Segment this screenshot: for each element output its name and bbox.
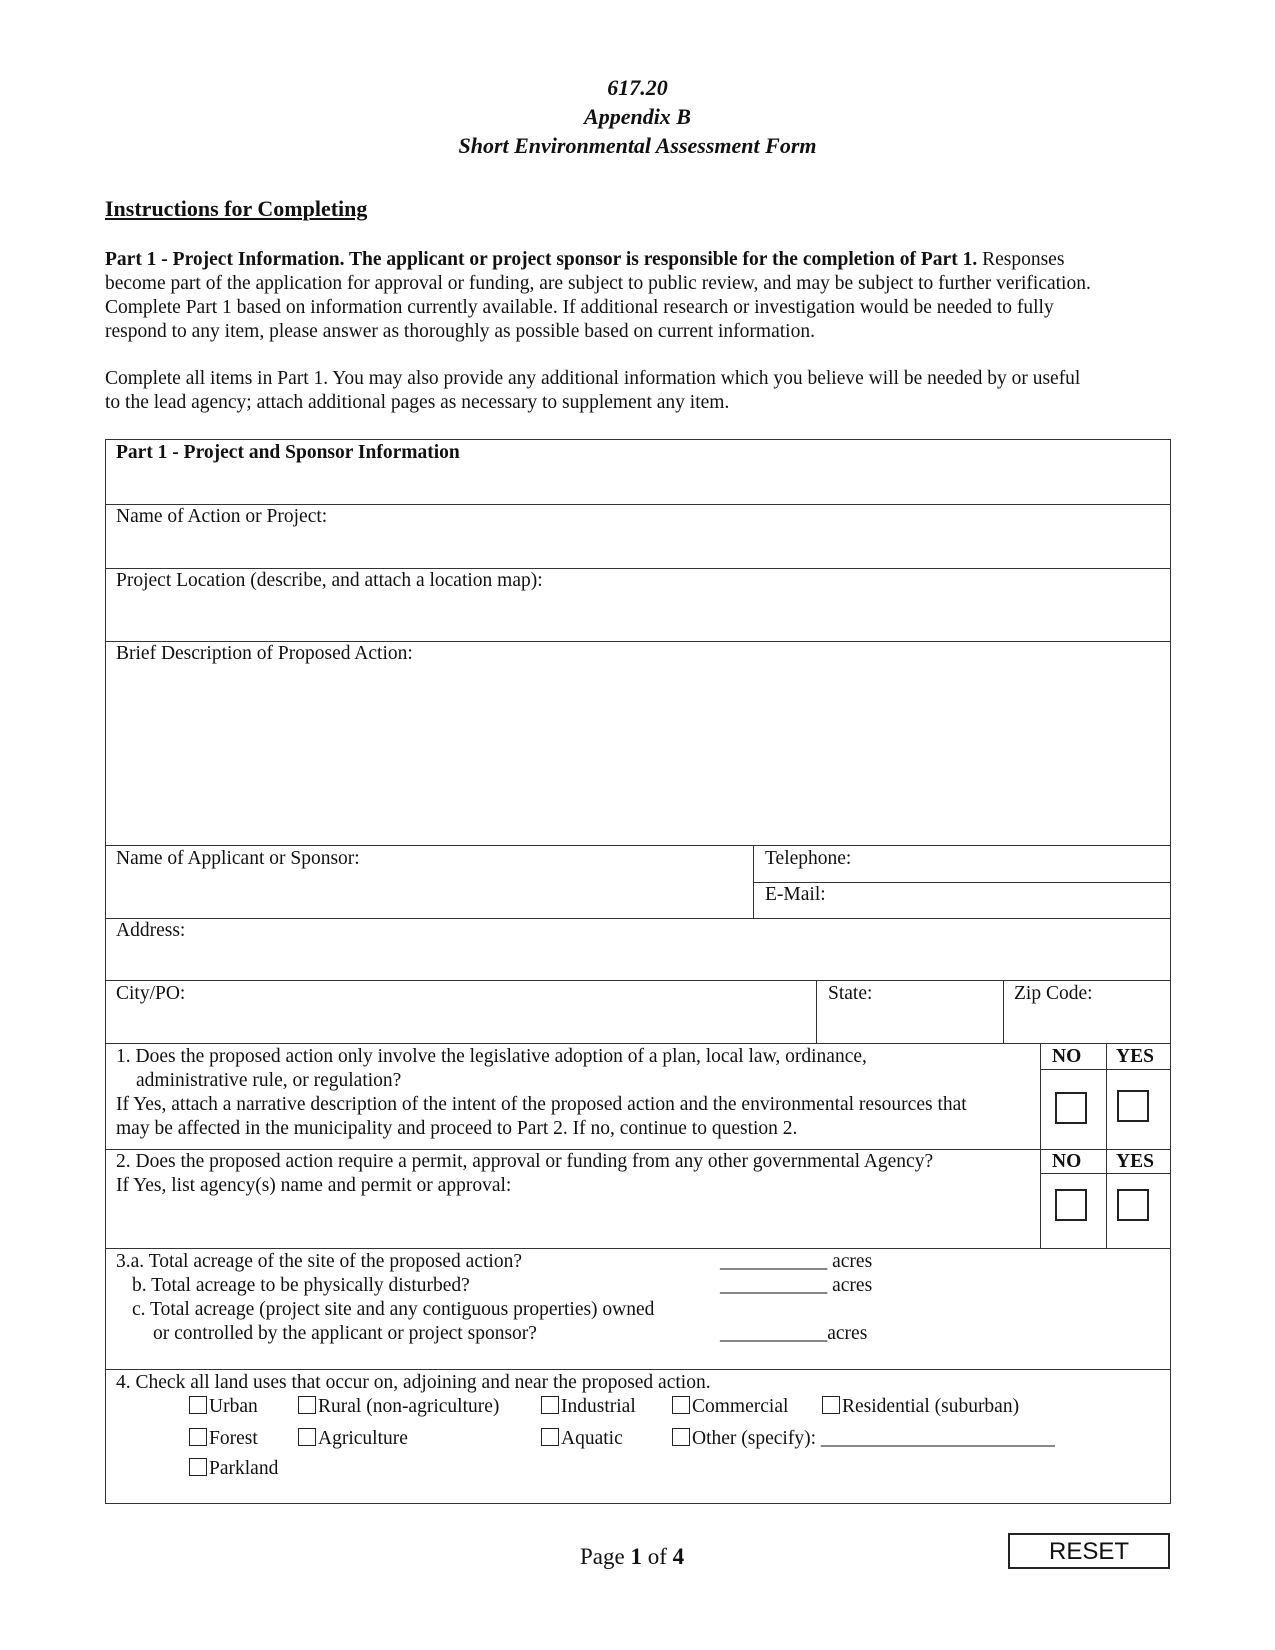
- option-label: Other (specify): ________________________: [692, 1428, 1055, 1449]
- agency-list-field[interactable]: [106, 1200, 1036, 1246]
- page-indicator: [580, 1544, 684, 1570]
- option-label: Urban: [209, 1396, 258, 1417]
- q1-yes-header: YES: [1116, 1046, 1154, 1067]
- q2-no-header: NO: [1052, 1151, 1082, 1172]
- page-current: 1: [630, 1544, 642, 1569]
- email-field[interactable]: [840, 883, 1170, 917]
- checkbox[interactable]: [189, 1396, 207, 1414]
- state-field[interactable]: [817, 1006, 1002, 1042]
- q3b-acres-field[interactable]: [720, 1275, 872, 1297]
- option-label: Forest: [209, 1428, 258, 1449]
- land-use-industrial[interactable]: [541, 1396, 636, 1418]
- city-field[interactable]: [106, 1006, 815, 1042]
- land-use-rural[interactable]: [298, 1396, 499, 1418]
- option-label: Rural (non-agriculture): [318, 1396, 500, 1417]
- section-number: 617.20: [607, 75, 668, 100]
- instructions-paragraph-1-line: Complete Part 1 based on information currently available. If additional research or investigation would be needed to fully: [105, 297, 1054, 318]
- telephone-label: Telephone:: [765, 848, 852, 869]
- option-label: Agriculture: [318, 1428, 408, 1449]
- divider: [1040, 1043, 1041, 1248]
- acres-unit: acres: [832, 1275, 873, 1296]
- checkbox[interactable]: [298, 1396, 316, 1414]
- divider: [105, 504, 1171, 505]
- land-use-residential[interactable]: [822, 1396, 1019, 1418]
- instructions-bold-lead: Part 1 - Project Information. The applicant or project sponsor is responsible for the completion of Part 1.: [105, 249, 978, 270]
- option-label: Industrial: [561, 1396, 636, 1417]
- divider: [105, 1369, 1171, 1370]
- appendix-label: Appendix B: [584, 104, 691, 129]
- address-field[interactable]: [106, 944, 1170, 979]
- divider: [105, 568, 1171, 569]
- acres-blank[interactable]: ___________: [720, 1251, 828, 1272]
- divider: [105, 641, 1171, 642]
- city-label: City/PO:: [116, 983, 186, 1004]
- applicant-name-label: Name of Applicant or Sponsor:: [116, 848, 360, 869]
- page-total: 4: [672, 1544, 685, 1569]
- land-use-other[interactable]: [672, 1428, 1055, 1450]
- acres-unit: acres: [827, 1323, 868, 1344]
- instructions-paragraph-2-line: Complete all items in Part 1. You may also provide any additional information which you believe will be needed by or useful: [105, 368, 1081, 389]
- telephone-field[interactable]: [860, 846, 1170, 881]
- q3b-label: b. Total acreage to be physically disturbed?: [132, 1275, 470, 1296]
- checkbox[interactable]: [189, 1458, 207, 1476]
- land-use-forest[interactable]: [189, 1428, 258, 1450]
- acres-blank[interactable]: ___________: [720, 1323, 828, 1344]
- email-label: E-Mail:: [765, 884, 826, 905]
- checkbox[interactable]: [298, 1428, 316, 1446]
- question-1-text: administrative rule, or regulation?: [136, 1070, 402, 1091]
- question-1-text: 1. Does the proposed action only involve the legislative adoption of a plan, local law, ordinance,: [116, 1046, 867, 1067]
- instructions-paragraph-1-line: become part of the application for approval or funding, are subject to public review, and may be subject to further verification.: [105, 273, 1091, 294]
- project-location-label: Project Location (describe, and attach a location map):: [116, 570, 543, 591]
- reset-button[interactable]: RESET: [1008, 1533, 1170, 1569]
- question-1-text: may be affected in the municipality and proceed to Part 2. If no, continue to question 2.: [116, 1118, 798, 1139]
- land-use-aquatic[interactable]: [541, 1428, 623, 1450]
- form-title: Short Environmental Assessment Form: [458, 133, 817, 158]
- page-of: of: [641, 1544, 673, 1569]
- option-label: Commercial: [692, 1396, 789, 1417]
- state-label: State:: [828, 983, 873, 1004]
- q2-yes-header: YES: [1116, 1151, 1154, 1172]
- question-2-text: 2. Does the proposed action require a permit, approval or funding from any other governmental Agency?: [116, 1151, 934, 1172]
- q3a-acres-field[interactable]: [720, 1251, 872, 1273]
- q1-no-checkbox[interactable]: [1055, 1092, 1087, 1124]
- q2-yes-checkbox[interactable]: [1117, 1189, 1149, 1221]
- acres-blank[interactable]: ___________: [720, 1275, 828, 1296]
- acres-unit: acres: [832, 1251, 873, 1272]
- name-of-action-label: Name of Action or Project:: [116, 506, 328, 527]
- q1-no-header: NO: [1052, 1046, 1082, 1067]
- brief-description-label: Brief Description of Proposed Action:: [116, 643, 413, 664]
- option-label: Residential (suburban): [842, 1396, 1020, 1417]
- option-label: Aquatic: [561, 1428, 623, 1449]
- checkbox[interactable]: [541, 1396, 559, 1414]
- q3c-acres-field[interactable]: [720, 1323, 867, 1345]
- checkbox[interactable]: [822, 1396, 840, 1414]
- divider: [1106, 1043, 1107, 1248]
- divider: [753, 845, 754, 918]
- page-prefix: Page: [580, 1544, 631, 1569]
- divider: [105, 1248, 1171, 1249]
- land-use-agriculture[interactable]: [298, 1428, 408, 1450]
- land-use-commercial[interactable]: [672, 1396, 788, 1418]
- section-title: Part 1 - Project and Sponsor Information: [116, 442, 460, 463]
- project-location-field[interactable]: [106, 594, 1170, 640]
- name-of-action-field[interactable]: [106, 530, 1170, 567]
- question-4-text: 4. Check all land uses that occur on, adjoining and near the proposed action.: [116, 1372, 711, 1393]
- address-label: Address:: [116, 920, 186, 941]
- applicant-name-field[interactable]: [106, 872, 752, 917]
- divider: [105, 1043, 1171, 1044]
- divider: [105, 1149, 1171, 1150]
- question-1-text: If Yes, attach a narrative description of the intent of the proposed action and the environmental resources that: [116, 1094, 967, 1115]
- q3c-label: or controlled by the applicant or project sponsor?: [153, 1323, 537, 1344]
- land-use-parkland[interactable]: [189, 1458, 278, 1480]
- land-use-urban[interactable]: [189, 1396, 258, 1418]
- zip-field[interactable]: [1004, 1006, 1170, 1042]
- instructions-paragraph-1-line: respond to any item, please answer as thoroughly as possible based on current information.: [105, 321, 815, 342]
- instructions-paragraph-1-line: [105, 249, 1064, 271]
- question-2-text: If Yes, list agency(s) name and permit or approval:: [116, 1175, 512, 1196]
- option-label: Parkland: [209, 1458, 279, 1479]
- divider: [105, 980, 1171, 981]
- zip-label: Zip Code:: [1014, 983, 1093, 1004]
- q3c-label: c. Total acreage (project site and any contiguous properties) owned: [132, 1299, 655, 1320]
- instructions-text: Responses: [977, 249, 1065, 270]
- brief-description-field[interactable]: [106, 668, 1170, 844]
- instructions-paragraph-2-line: to the lead agency; attach additional pages as necessary to supplement any item.: [105, 392, 730, 413]
- instructions-heading: Instructions for Completing: [105, 196, 368, 221]
- checkbox[interactable]: [672, 1396, 690, 1414]
- divider: [105, 918, 1171, 919]
- checkbox[interactable]: [189, 1428, 207, 1446]
- q2-no-checkbox[interactable]: [1055, 1189, 1087, 1221]
- checkbox[interactable]: [541, 1428, 559, 1446]
- q3a-label: 3.a. Total acreage of the site of the proposed action?: [116, 1251, 522, 1272]
- checkbox[interactable]: [672, 1428, 690, 1446]
- q1-yes-checkbox[interactable]: [1117, 1090, 1149, 1122]
